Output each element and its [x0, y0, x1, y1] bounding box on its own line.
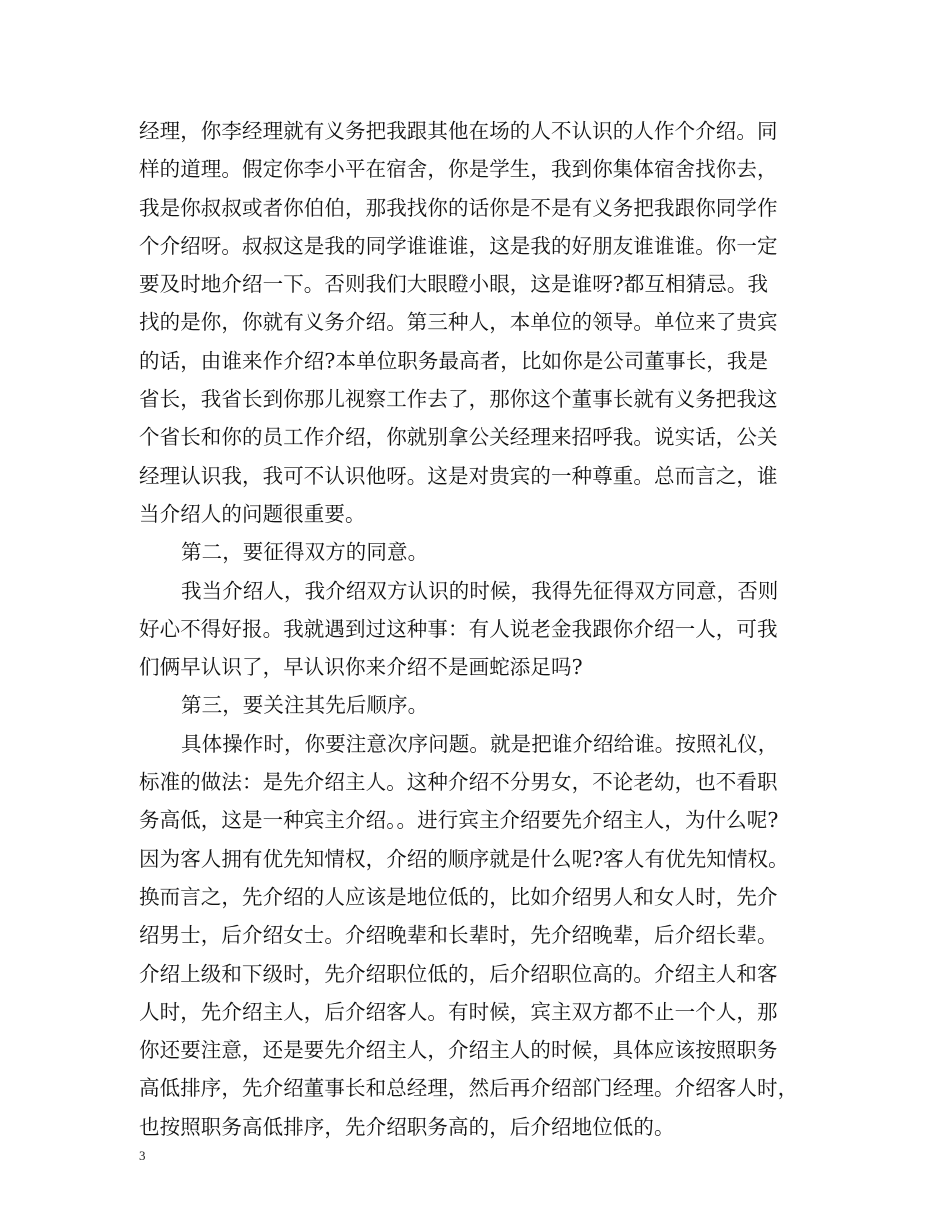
- text-line: 要及时地介绍一下。否则我们大眼瞪小眼，这是谁呀?都互相猜忌。我: [139, 272, 769, 297]
- section-heading: 第三，要关注其先后顺序。: [181, 693, 429, 718]
- text-line: 省长，我省长到你那儿视察工作去了，那你这个董事长就有义务把我这: [139, 387, 778, 412]
- page-number: 3: [139, 1148, 146, 1163]
- text-line: 我当介绍人，我介绍双方认识的时候，我得先征得双方同意，否则: [181, 578, 779, 603]
- text-line: 好心不得好报。我就遇到过这种事：有人说老金我跟你介绍一人，可我: [139, 616, 778, 641]
- text-line: 找的是你，你就有义务介绍。第三种人，本单位的领导。单位来了贵宾: [139, 310, 778, 335]
- text-line: 我是你叔叔或者你伯伯，那我找你的话你是不是有义务把我跟你同学作: [139, 195, 778, 220]
- text-line: 的话，由谁来作介绍?本单位职务最高者，比如你是公司董事长，我是: [139, 348, 769, 373]
- text-line: 务高低，这是一种宾主介绍。。进行宾主介绍要先介绍主人，为什么呢?: [139, 808, 779, 833]
- text-line: 经理，你李经理就有义务把我跟其他在场的人不认识的人作个介绍。同: [139, 119, 778, 143]
- text-line: 因为客人拥有优先知情权，介绍的顺序就是什么呢?客人有优先知情权。: [139, 846, 789, 871]
- text-line: 也按照职务高低排序，先介绍职务高的，后介绍地位低的。: [139, 1114, 675, 1139]
- text-line: 们俩早认识了，早认识你来介绍不是画蛇添足吗?: [139, 655, 583, 680]
- text-line: 换而言之，先介绍的人应该是地位低的，比如介绍男人和女人时，先介: [139, 884, 778, 909]
- text-line: 经理认识我，我可不认识他呀。这是对贵宾的一种尊重。总而言之，谁: [139, 463, 778, 488]
- text-line: 介绍上级和下级时，先介绍职位低的，后介绍职位高的。介绍主人和客: [139, 961, 778, 986]
- text-line: 个介绍呀。叔叔这是我的同学谁谁谁，这是我的好朋友谁谁谁。你一定: [139, 233, 778, 258]
- text-line: 人时，先介绍主人，后介绍客人。有时候，宾主双方都不止一个人，那: [139, 999, 778, 1024]
- body-text: [139, 112, 829, 1146]
- section-heading: 第二，要征得双方的同意。: [181, 540, 429, 565]
- text-line: 个省长和你的员工作介绍，你就别拿公关经理来招呼我。说实话，公关: [139, 425, 778, 450]
- text-line: 当介绍人的问题很重要。: [139, 501, 366, 526]
- text-line: 高低排序，先介绍董事长和总经理，然后再介绍部门经理。介绍客人时，: [139, 1076, 799, 1101]
- text-line: 你还要注意，还是要先介绍主人，介绍主人的时候，具体应该按照职务: [139, 1038, 778, 1063]
- text-line: 具体操作时，你要注意次序问题。就是把谁介绍给谁。按照礼仪，: [181, 731, 779, 756]
- text-line: 样的道理。假定你李小平在宿舍，你是学生，我到你集体宿舍找你去，: [139, 157, 778, 182]
- text-line: 绍男士，后介绍女士。介绍晚辈和长辈时，先介绍晚辈，后介绍长辈。: [139, 923, 778, 948]
- text-line: 标准的做法：是先介绍主人。这种介绍不分男女，不论老幼，也不看职: [139, 770, 778, 795]
